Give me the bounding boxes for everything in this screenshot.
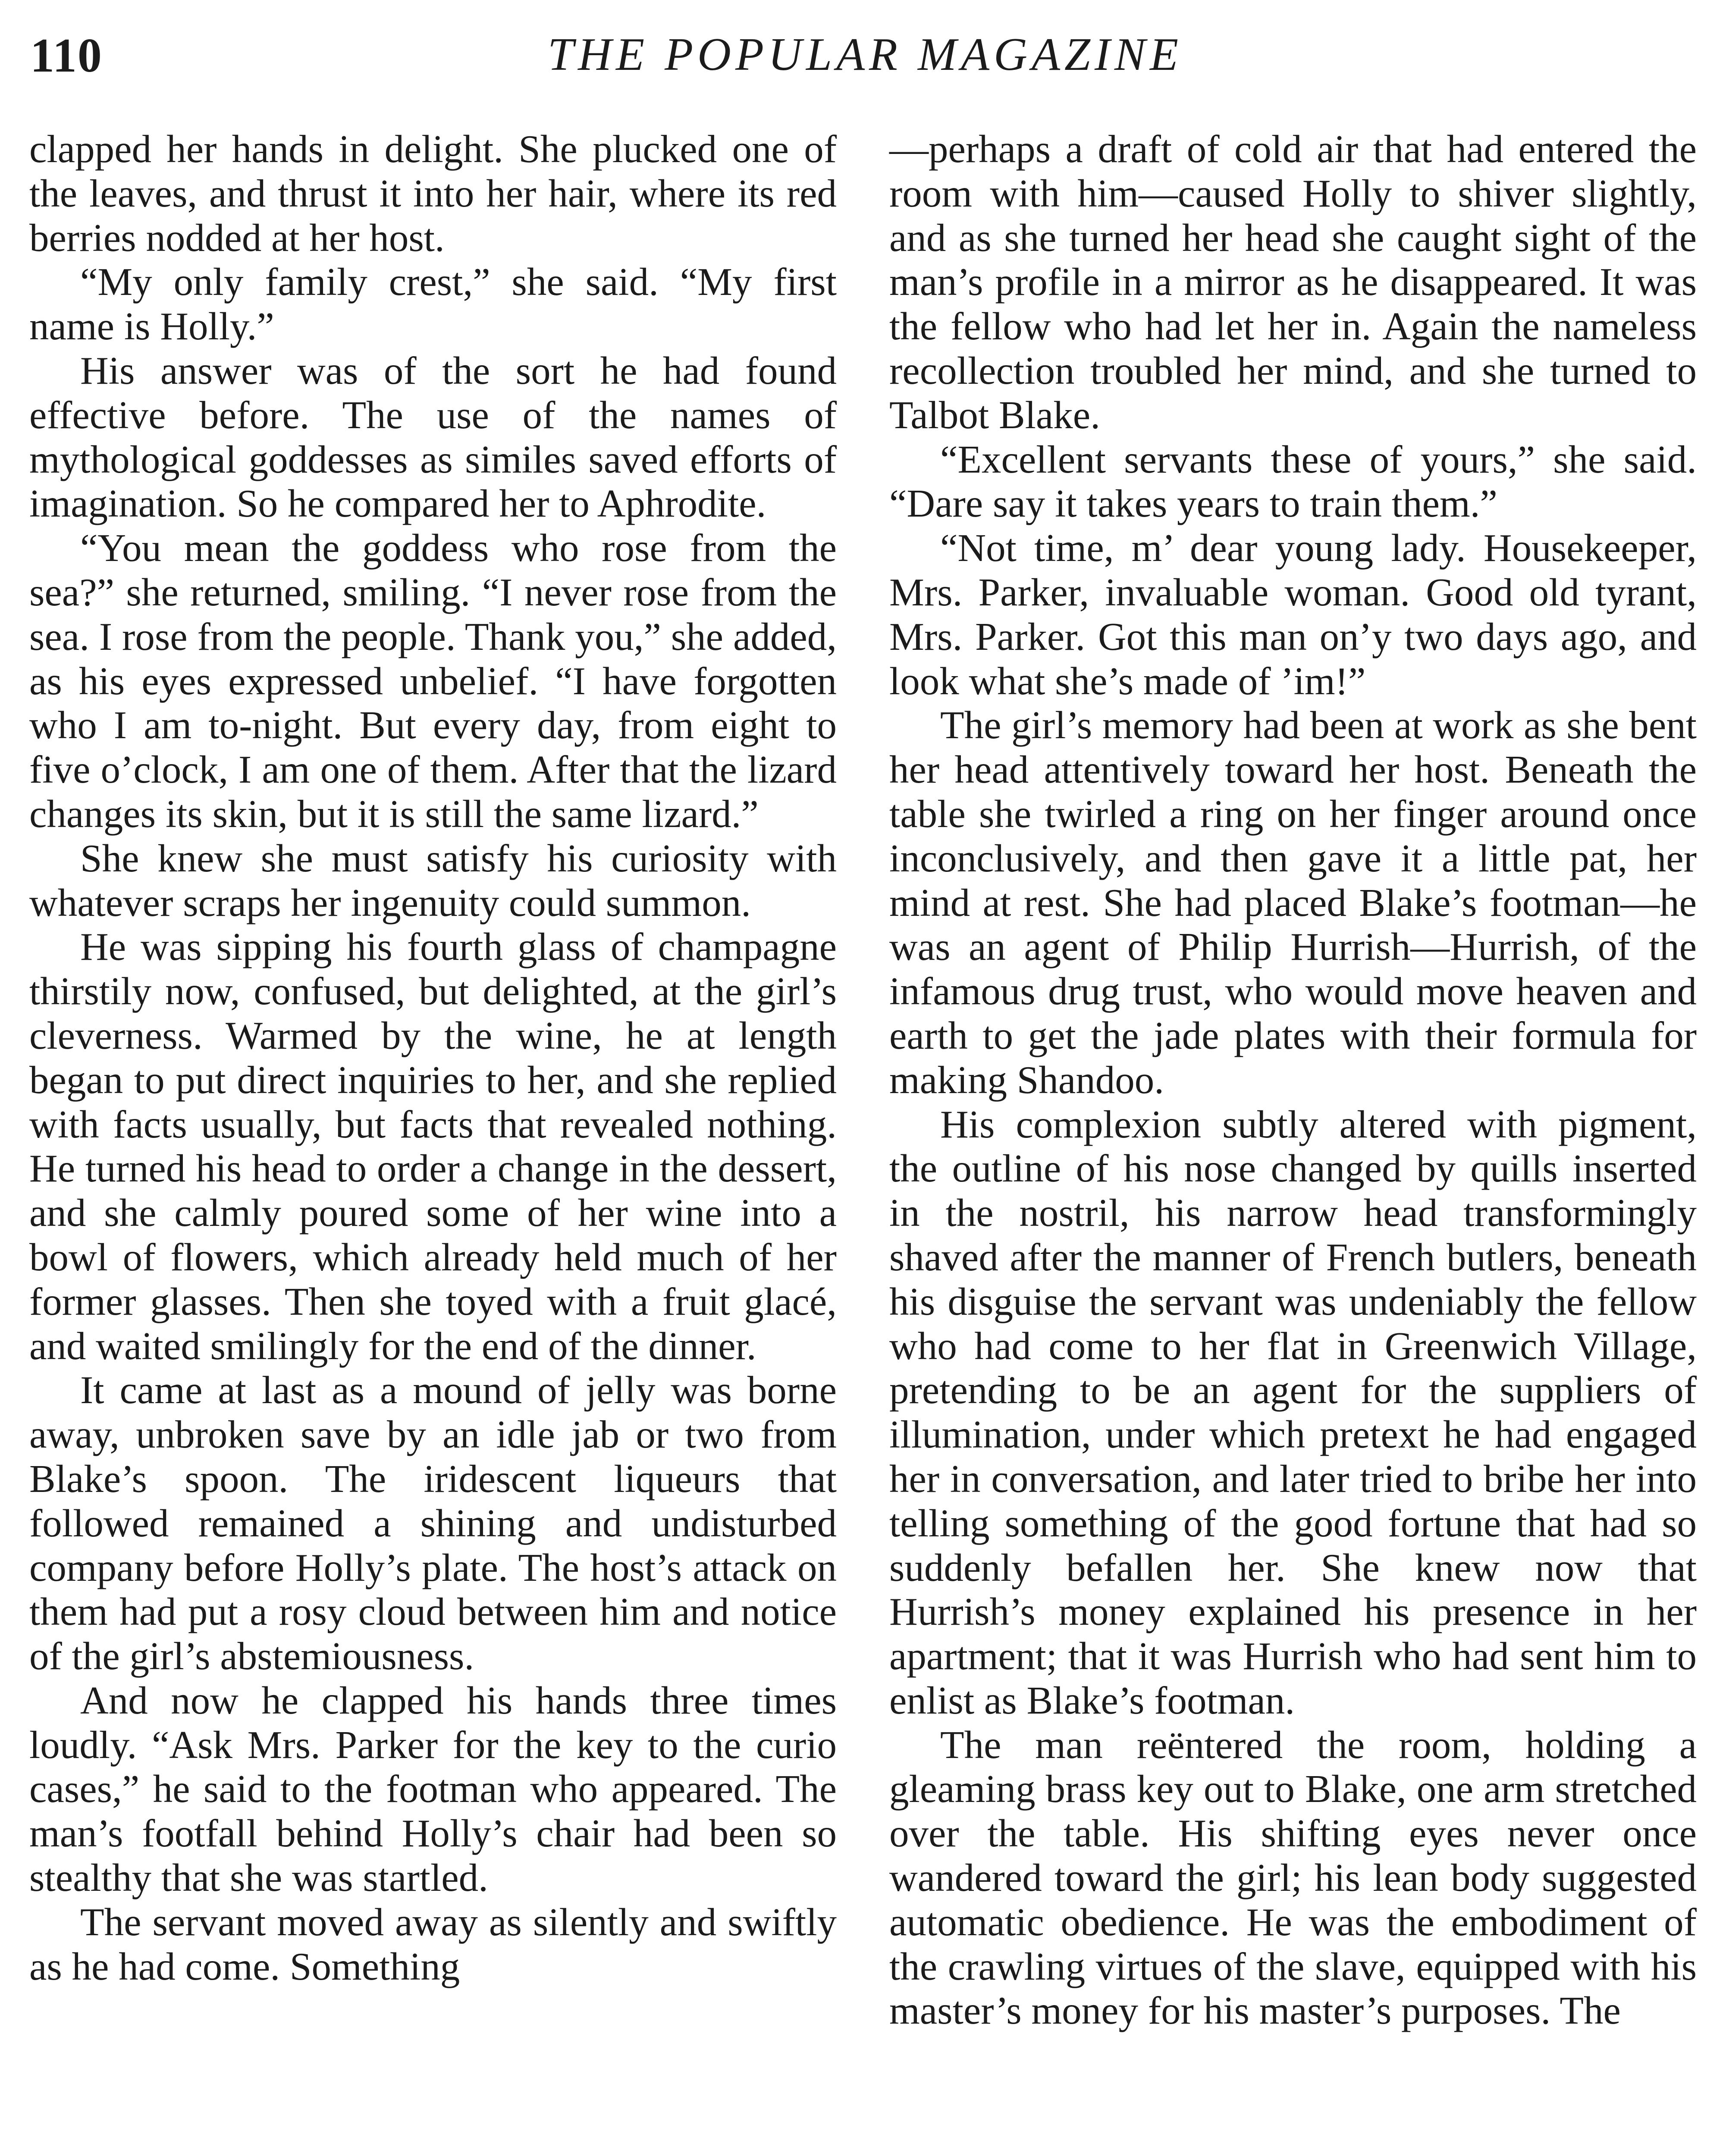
paragraph: The man reëntered the room, holding a gleaming brass key out to Blake, one arm stretched over the table. His shifting eyes never once wandered toward the girl; his lean body suggested automatic obedience. He was the embodiment of the crawling virtues of the slave, equipped with his master’s money for his master’s purposes. The	[889, 1723, 1697, 2033]
running-title: THE POPULAR MAGAZINE	[548, 29, 1183, 80]
paragraph: —perhaps a draft of cold air that had entered the room with him—caused Holly to shiver slightly, and as she turned her head she caught sight of the man’s profile in a mirror as he disappeared. It was the fellow who had let her in. Again the nameless recollection troubled her mind, and she turned to Talbot Blake.	[889, 127, 1697, 437]
paragraph: clapped her hands in delight. She plucked one of the leaves, and thrust it into her hair, where its red berries nodded at her host.	[29, 127, 837, 260]
paragraph: And now he clapped his hands three times loudly. “Ask Mrs. Parker for the key to the curio cases,” he said to the footman who appeared. The man’s footfall behind Holly’s chair had been so stealthy that she was startled.	[29, 1678, 837, 1900]
paragraph: His complexion subtly altered with pigment, the outline of his nose changed by quills inserted in the nostril, his narrow head transformingly shaved after the manner of French butlers, beneath his disguise the servant was undeniably the fellow who had come to her flat in Greenwich Village, pretending to be an agent for the suppliers of illumination, under which pretext he had engaged her in conversation, and later tried to bribe her into telling something of the good fortune that had so suddenly befallen her. She knew now that Hurrish’s money explained his presence in her apartment; that it was Hurrish who had sent him to enlist as Blake’s footman.	[889, 1102, 1697, 1722]
paragraph: She knew she must satisfy his curiosity with whatever scraps her ingenuity could summon.	[29, 836, 837, 924]
paragraph: The servant moved away as silently and swiftly as he had come. Something	[29, 1900, 837, 1988]
paragraph: The girl’s memory had been at work as she bent her head attentively toward her host. Beneath the table she twirled a ring on her finger around once inconclusively, and then gave it a little pat, her mind at rest. She had placed Blake’s footman—he was an agent of Philip Hurrish—Hurrish, of the infamous drug trust, who would move heaven and earth to get the jade plates with their formula for making Shandoo.	[889, 703, 1697, 1102]
paragraph: “Not time, m’ dear young lady. Housekeeper, Mrs. Parker, invaluable woman. Good old tyrant, Mrs. Parker. Got this man on’y two days ago, and look what she’s made of ’im!”	[889, 526, 1697, 703]
paragraph: “You mean the goddess who rose from the sea?” she returned, smiling. “I never rose from the sea. I rose from the people. Thank you,” she added, as his eyes expressed unbelief. “I have forgotten who I am to-night. But every day, from eight to five o’clock, I am one of them. After that the lizard changes its skin, but it is still the same lizard.”	[29, 526, 837, 836]
paragraph: “Excellent servants these of yours,” she said. “Dare say it takes years to train them.”	[889, 437, 1697, 526]
right-column	[889, 127, 1697, 2033]
page-number: 110	[30, 29, 103, 82]
paragraph: “My only family crest,” she said. “My first name is Holly.”	[29, 260, 837, 348]
left-column	[29, 127, 837, 1989]
paragraph: He was sipping his fourth glass of champagne thirstily now, confused, but delighted, at the girl’s cleverness. Warmed by the wine, he at length began to put direct inquiries to her, and she replied with facts usually, but facts that revealed nothing. He turned his head to order a change in the dessert, and she calmly poured some of her wine into a bowl of flowers, which already held much of her former glasses. Then she toyed with a fruit glacé, and waited smilingly for the end of the dinner.	[29, 925, 837, 1368]
paragraph: His answer was of the sort he had found effective before. The use of the names of mythological goddesses as similes saved efforts of imagination. So he compared her to Aphrodite.	[29, 348, 837, 526]
page-header	[30, 24, 1700, 88]
paragraph: It came at last as a mound of jelly was borne away, unbroken save by an idle jab or two from Blake’s spoon. The iridescent liqueurs that followed remained a shining and undisturbed company before Holly’s plate. The host’s attack on them had put a rosy cloud between him and notice of the girl’s abstemiousness.	[29, 1368, 837, 1678]
